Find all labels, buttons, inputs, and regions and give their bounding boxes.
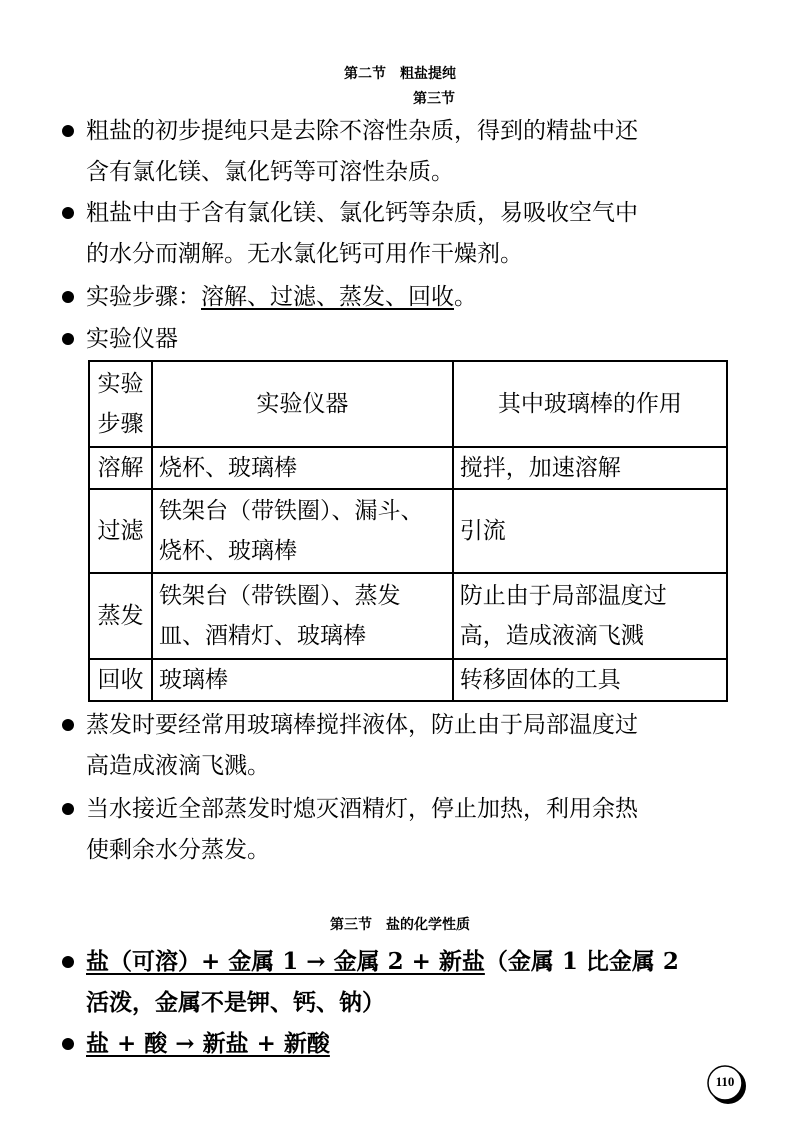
equation-1 <box>86 948 679 976</box>
bullet-2-line-1: 粗盐中由于含有氯化镁、氯化钙等杂质，易吸收空气中 <box>86 200 638 226</box>
step-cell: 过滤 <box>89 489 152 573</box>
role-cell: 转移固体的工具 <box>453 659 727 701</box>
role-cell: 引流 <box>453 489 727 573</box>
section-2-title: 第三节 盐的化学性质 <box>330 917 470 933</box>
apparatus-line: 皿、酒精灯、玻璃棒 <box>158 623 366 649</box>
equation-1-note: （金属 1 比金属 2 <box>484 948 679 975</box>
equation-2-text: 盐 + 酸 → 新盐 + 新酸 <box>86 1030 330 1057</box>
apparatus-cell <box>152 489 453 573</box>
step-cell: 溶解 <box>89 447 152 489</box>
section-subtitle: 第三节 <box>413 91 455 107</box>
bullet-1-line-1: 粗盐的初步提纯只是去除不溶性杂质，得到的精盐中还 <box>86 118 638 144</box>
role-line: 高，造成液滴飞溅 <box>459 623 644 649</box>
apparatus-heading: 实验仪器 <box>86 326 178 352</box>
apparatus-table <box>88 360 728 702</box>
step-cell: 回收 <box>89 659 152 701</box>
bullet-dot <box>62 719 74 731</box>
header-cell-role: 其中玻璃棒的作用 <box>453 361 727 447</box>
table-row <box>89 489 727 573</box>
bullet-6-line-1: 当水接近全部蒸发时熄灭酒精灯，停止加热，利用余热 <box>86 796 638 822</box>
equation-1-note-cont: 活泼，金属不是钾、钙、钠） <box>86 989 385 1016</box>
bullet-dot <box>62 803 74 815</box>
step-cell: 蒸发 <box>89 573 152 659</box>
bullet-dot <box>62 333 74 345</box>
table-row <box>89 447 727 489</box>
bullet-dot <box>62 291 74 303</box>
apparatus-cell <box>152 573 453 659</box>
header-step-line-1: 实验 <box>97 371 144 397</box>
role-line: 防止由于局部温度过 <box>459 583 667 609</box>
role-cell <box>453 573 727 659</box>
page-number: 110 <box>715 1074 735 1089</box>
section-title: 第二节 粗盐提纯 <box>344 66 456 82</box>
header-step-line-2: 步骤 <box>97 411 144 437</box>
apparatus-cell: 玻璃棒 <box>152 659 453 701</box>
equation-1-main: 盐（可溶）+ 金属 1 → 金属 2 + 新盐 <box>86 948 485 975</box>
steps-line <box>86 283 477 311</box>
table-header-row <box>89 361 727 447</box>
bullet-dot <box>62 956 74 968</box>
header-cell-step <box>89 361 152 447</box>
apparatus-line: 烧杯、玻璃棒 <box>158 538 297 564</box>
bullet-dot <box>62 125 74 137</box>
bullet-2-line-2: 的水分而潮解。无水氯化钙可用作干燥剂。 <box>86 241 523 267</box>
bullet-dot <box>62 1038 74 1050</box>
table-row <box>89 659 727 701</box>
bullet-6-line-2: 使剩余水分蒸发。 <box>86 837 270 863</box>
steps-end: 。 <box>454 284 477 310</box>
apparatus-line: 铁架台（带铁圈）、漏斗、 <box>158 498 424 524</box>
apparatus-cell: 烧杯、玻璃棒 <box>152 447 453 489</box>
bullet-5-line-2: 高造成液滴飞溅。 <box>86 753 270 779</box>
bullet-5-line-1: 蒸发时要经常用玻璃棒搅拌液体，防止由于局部温度过 <box>86 712 638 738</box>
header-cell-apparatus: 实验仪器 <box>152 361 453 447</box>
bullet-1-line-2: 含有氯化镁、氯化钙等可溶性杂质。 <box>86 159 454 185</box>
page-number-badge <box>704 1062 750 1108</box>
apparatus-line: 铁架台（带铁圈）、蒸发 <box>158 583 401 609</box>
steps-value: 溶解、过滤、蒸发、回收 <box>201 284 454 310</box>
steps-label: 实验步骤： <box>86 284 201 310</box>
table-row <box>89 573 727 659</box>
bullet-dot <box>62 207 74 219</box>
role-cell: 搅拌，加速溶解 <box>453 447 727 489</box>
equation-2 <box>86 1030 330 1058</box>
